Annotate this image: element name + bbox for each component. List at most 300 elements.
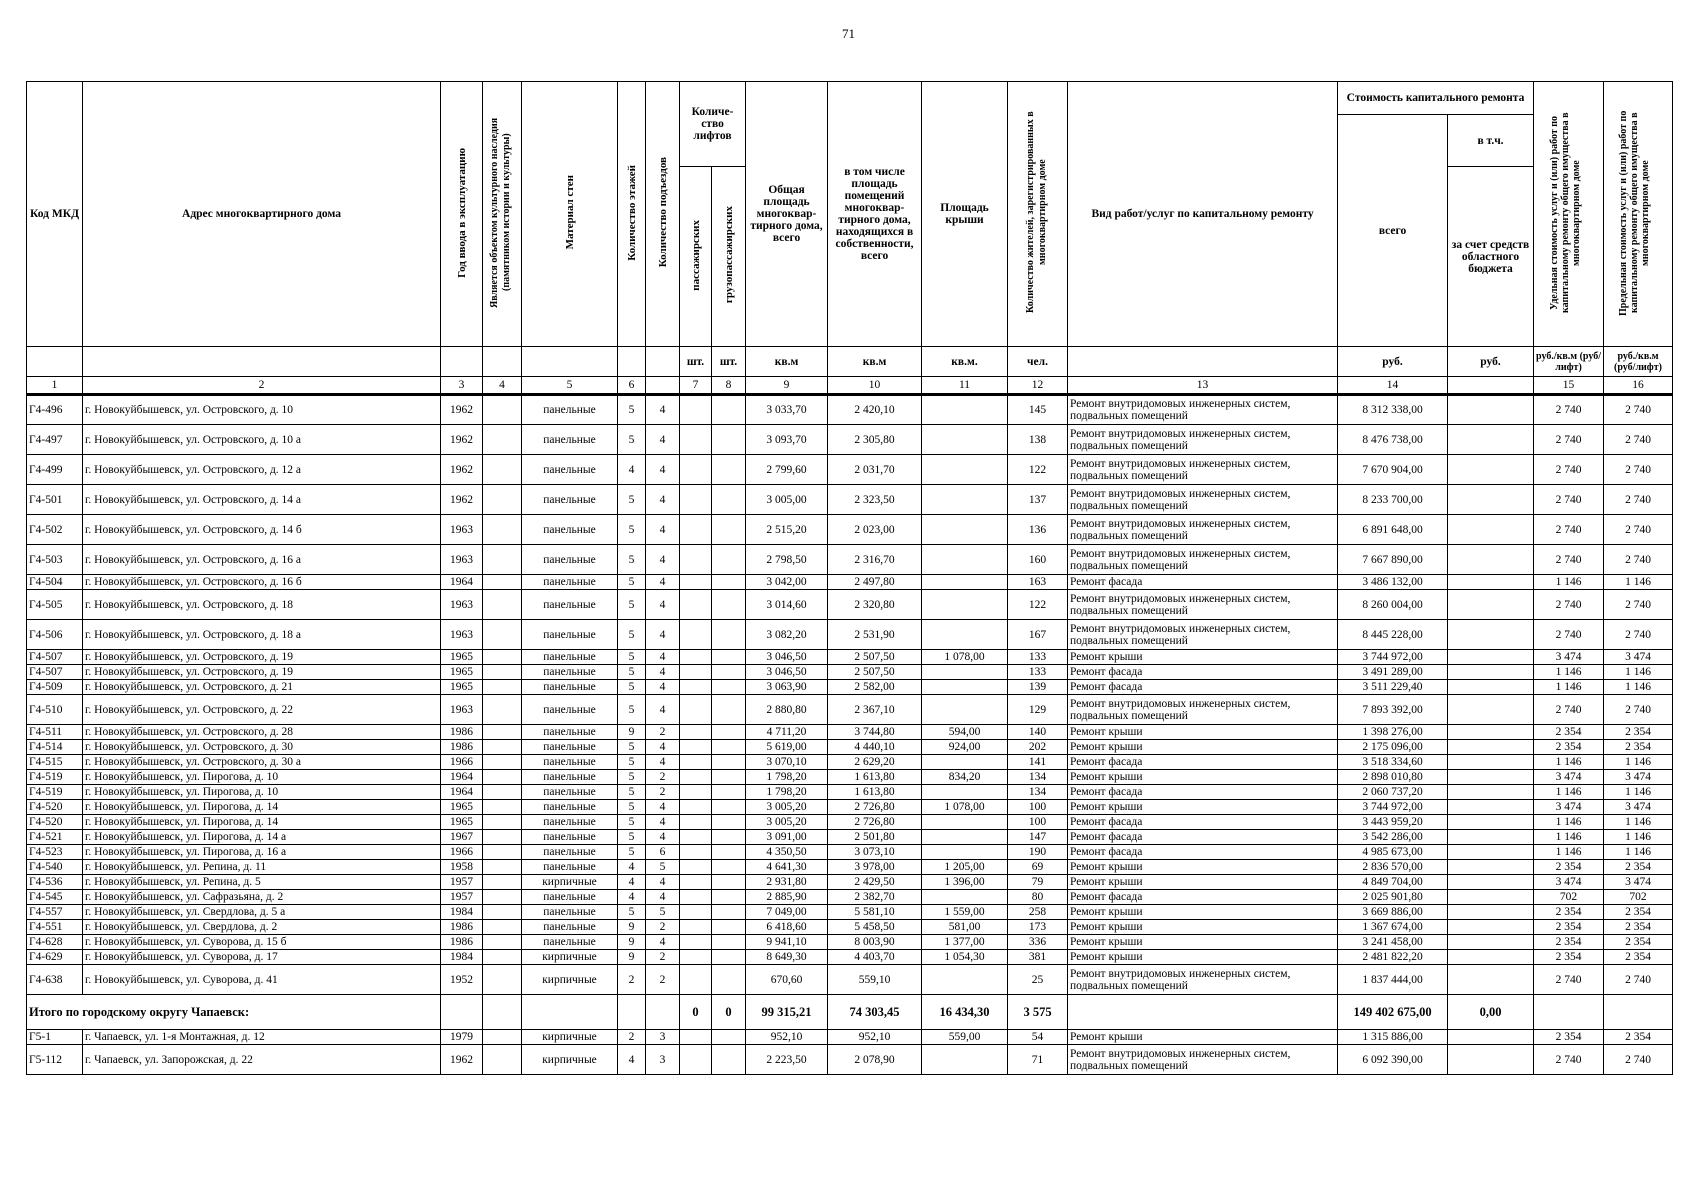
lifts-cargo — [712, 830, 746, 845]
mkd-code: Г5-1 — [27, 1030, 83, 1045]
address: г. Новокуйбышевск, ул. Островского, д. 28 — [83, 725, 441, 740]
work-type: Ремонт крыши — [1068, 860, 1338, 875]
header-residents: Количество жителей, зарегистрированных в многоквартирном доме — [1008, 82, 1068, 347]
residents: 160 — [1008, 545, 1068, 575]
table-row — [27, 590, 1673, 620]
unit-cost: 3 474 — [1534, 770, 1604, 785]
mkd-code: Г4-545 — [27, 890, 83, 905]
column-number: 4 — [483, 377, 522, 395]
work-type: Ремонт внутридомовых инженерных систем, подвальных помещений — [1068, 620, 1338, 650]
lifts-cargo — [712, 575, 746, 590]
unit-cost: 2 740 — [1534, 545, 1604, 575]
cost-total: 2 836 570,00 — [1338, 860, 1448, 875]
address: г. Новокуйбышевск, ул. Суворова, д. 15 б — [83, 935, 441, 950]
lifts-cargo — [712, 890, 746, 905]
heritage — [483, 875, 522, 890]
total-area: 99 315,21 — [746, 995, 828, 1030]
work-type: Ремонт крыши — [1068, 1030, 1338, 1045]
address: г. Новокуйбышевск, ул. Пирогова, д. 14 а — [83, 830, 441, 845]
unit-cost: 2 740 — [1534, 515, 1604, 545]
wall-material: панельные — [522, 800, 618, 815]
address: г. Новокуйбышевск, ул. Островского, д. 10 — [83, 395, 441, 425]
cost-total: 2 025 901,80 — [1338, 890, 1448, 905]
lifts-pass — [680, 515, 712, 545]
wall-material: панельные — [522, 935, 618, 950]
lifts-cargo — [712, 695, 746, 725]
lifts-cargo — [712, 1045, 746, 1075]
address: г. Новокуйбышевск, ул. Островского, д. 21 — [83, 680, 441, 695]
lifts-pass — [680, 395, 712, 425]
roof-area: 1 078,00 — [922, 800, 1008, 815]
unit-cost: 2 740 — [1534, 425, 1604, 455]
total-area: 9 941,10 — [746, 935, 828, 950]
heritage — [483, 950, 522, 965]
mkd-code: Г4-504 — [27, 575, 83, 590]
heritage — [483, 920, 522, 935]
unit-cost: 2 740 — [1534, 620, 1604, 650]
wall-material: кирпичные — [522, 950, 618, 965]
address: г. Новокуйбышевск, ул. Островского, д. 22 — [83, 695, 441, 725]
roof-area — [922, 890, 1008, 905]
owned-area: 2 320,80 — [828, 590, 922, 620]
entrances: 4 — [646, 665, 680, 680]
lifts-cargo — [712, 770, 746, 785]
cost-regional — [1448, 590, 1534, 620]
column-number: 1 — [27, 377, 83, 395]
unit-cost: 2 354 — [1534, 740, 1604, 755]
mkd-code: Г4-497 — [27, 425, 83, 455]
mkd-code: Г4-540 — [27, 860, 83, 875]
lifts-cargo — [712, 1030, 746, 1045]
header-unit-cost: Удельная стоимость услуг и (или) работ по капитальному ремонту общего имущества в многоквартирном доме — [1534, 82, 1604, 347]
cost-total: 3 542 286,00 — [1338, 830, 1448, 845]
max-cost: 2 740 — [1604, 620, 1673, 650]
residents: 147 — [1008, 830, 1068, 845]
total-empty — [522, 995, 618, 1030]
owned-area: 3 744,80 — [828, 725, 922, 740]
address: г. Новокуйбышевск, ул. Пирогова, д. 10 — [83, 770, 441, 785]
owned-area: 2 629,20 — [828, 755, 922, 770]
total-empty — [483, 995, 522, 1030]
heritage — [483, 590, 522, 620]
year: 1963 — [441, 590, 483, 620]
max-cost: 2 354 — [1604, 740, 1673, 755]
mkd-code: Г4-499 — [27, 455, 83, 485]
cost-total: 3 518 334,60 — [1338, 755, 1448, 770]
residents: 163 — [1008, 575, 1068, 590]
total-area: 3 005,20 — [746, 800, 828, 815]
owned-area: 2 726,80 — [828, 800, 922, 815]
unit-cost: 1 146 — [1534, 785, 1604, 800]
wall-material: панельные — [522, 860, 618, 875]
year: 1963 — [441, 620, 483, 650]
unit-cost: 1 146 — [1534, 575, 1604, 590]
unit-cost: 1 146 — [1534, 830, 1604, 845]
residents: 336 — [1008, 935, 1068, 950]
residents: 122 — [1008, 455, 1068, 485]
column-number: 10 — [828, 377, 922, 395]
cost-total: 6 092 390,00 — [1338, 1045, 1448, 1075]
max-cost: 1 146 — [1604, 815, 1673, 830]
wall-material: кирпичные — [522, 875, 618, 890]
floors: 2 — [618, 1030, 646, 1045]
table-body — [27, 395, 1673, 1075]
header-wall: Материал стен — [522, 82, 618, 347]
work-type: Ремонт внутридомовых инженерных систем, подвальных помещений — [1068, 395, 1338, 425]
lifts-cargo — [712, 875, 746, 890]
owned-area: 4 403,70 — [828, 950, 922, 965]
table-row — [27, 425, 1673, 455]
residents: 69 — [1008, 860, 1068, 875]
table-row — [27, 665, 1673, 680]
table-row — [27, 515, 1673, 545]
unit-cost: 2 740 — [1534, 590, 1604, 620]
unit-cost: 2 354 — [1534, 920, 1604, 935]
mkd-code: Г4-519 — [27, 770, 83, 785]
heritage — [483, 680, 522, 695]
total-area: 7 049,00 — [746, 905, 828, 920]
year: 1966 — [441, 845, 483, 860]
residents: 80 — [1008, 890, 1068, 905]
roof-area: 1 396,00 — [922, 875, 1008, 890]
lifts-cargo — [712, 935, 746, 950]
heritage — [483, 845, 522, 860]
unit-sqm: кв.м. — [922, 347, 1008, 377]
wall-material: панельные — [522, 725, 618, 740]
cost-total: 3 744 972,00 — [1338, 800, 1448, 815]
cost-regional — [1448, 830, 1534, 845]
unit-rub-sqm: руб./кв.м (руб/лифт) — [1534, 347, 1604, 377]
lifts-pass — [680, 920, 712, 935]
lifts-pass — [680, 740, 712, 755]
lifts-pass — [680, 665, 712, 680]
table-row — [27, 395, 1673, 425]
cost-total: 1 398 276,00 — [1338, 725, 1448, 740]
cost-total: 8 260 004,00 — [1338, 590, 1448, 620]
max-cost: 1 146 — [1604, 755, 1673, 770]
lifts-pass — [680, 755, 712, 770]
roof-area: 1 078,00 — [922, 650, 1008, 665]
residents: 134 — [1008, 770, 1068, 785]
lifts-pass — [680, 935, 712, 950]
column-number: 3 — [441, 377, 483, 395]
unit-cost: 2 354 — [1534, 905, 1604, 920]
cost-regional — [1448, 425, 1534, 455]
max-cost: 2 740 — [1604, 590, 1673, 620]
floors: 4 — [618, 860, 646, 875]
cost-regional — [1448, 905, 1534, 920]
total-area: 6 418,60 — [746, 920, 828, 935]
cost-regional — [1448, 455, 1534, 485]
total-area: 3 046,50 — [746, 650, 828, 665]
cost-regional — [1448, 770, 1534, 785]
lifts-cargo — [712, 725, 746, 740]
heritage — [483, 785, 522, 800]
unit-cost: 2 740 — [1534, 1045, 1604, 1075]
residents: 190 — [1008, 845, 1068, 860]
lifts-cargo — [712, 515, 746, 545]
total-empty — [646, 995, 680, 1030]
lifts-pass — [680, 890, 712, 905]
lifts-pass — [680, 830, 712, 845]
year: 1967 — [441, 830, 483, 845]
cost-total: 2 060 737,20 — [1338, 785, 1448, 800]
unit-rub: руб. — [1338, 347, 1448, 377]
owned-area: 5 458,50 — [828, 920, 922, 935]
heritage — [483, 395, 522, 425]
entrances: 6 — [646, 845, 680, 860]
floors: 5 — [618, 695, 646, 725]
cost-total: 3 241 458,00 — [1338, 935, 1448, 950]
wall-material: панельные — [522, 620, 618, 650]
lifts-cargo — [712, 785, 746, 800]
floors: 9 — [618, 935, 646, 950]
unit-cost: 2 354 — [1534, 1030, 1604, 1045]
entrances: 4 — [646, 545, 680, 575]
address: г. Новокуйбышевск, ул. Пирогова, д. 16 а — [83, 845, 441, 860]
work-type: Ремонт внутридомовых инженерных систем, подвальных помещений — [1068, 485, 1338, 515]
wall-material: панельные — [522, 695, 618, 725]
year: 1962 — [441, 455, 483, 485]
residents: 100 — [1008, 815, 1068, 830]
unit-pcs: шт. — [680, 347, 712, 377]
owned-area: 5 581,10 — [828, 905, 922, 920]
header-lifts-cargo: грузопассажирских — [712, 167, 746, 347]
roof-area — [922, 665, 1008, 680]
table-row — [27, 455, 1673, 485]
address: г. Новокуйбышевск, ул. Островского, д. 18 а — [83, 620, 441, 650]
owned-area: 8 003,90 — [828, 935, 922, 950]
work-type: Ремонт внутридомовых инженерных систем, подвальных помещений — [1068, 515, 1338, 545]
floors: 4 — [618, 890, 646, 905]
lifts-cargo — [712, 755, 746, 770]
cost-total: 3 491 289,00 — [1338, 665, 1448, 680]
residents: 133 — [1008, 650, 1068, 665]
max-cost: 2 740 — [1604, 1045, 1673, 1075]
wall-material: панельные — [522, 425, 618, 455]
cost-total: 4 985 673,00 — [1338, 845, 1448, 860]
lifts-cargo — [712, 590, 746, 620]
work-type: Ремонт крыши — [1068, 950, 1338, 965]
cost-total: 8 312 338,00 — [1338, 395, 1448, 425]
floors: 5 — [618, 680, 646, 695]
unit-people: чел. — [1008, 347, 1068, 377]
wall-material: панельные — [522, 455, 618, 485]
roof-area: 1 205,00 — [922, 860, 1008, 875]
max-cost: 2 740 — [1604, 545, 1673, 575]
header-work-type: Вид работ/услуг по капитальному ремонту — [1068, 82, 1338, 347]
unit-cost: 2 740 — [1534, 695, 1604, 725]
column-number: 8 — [712, 377, 746, 395]
wall-material: панельные — [522, 920, 618, 935]
cost-regional — [1448, 815, 1534, 830]
cost-regional — [1448, 845, 1534, 860]
entrances: 4 — [646, 650, 680, 665]
cost-total: 7 893 392,00 — [1338, 695, 1448, 725]
cost-total: 1 837 444,00 — [1338, 965, 1448, 995]
table-row — [27, 815, 1673, 830]
floors: 5 — [618, 620, 646, 650]
year: 1984 — [441, 950, 483, 965]
entrances: 2 — [646, 920, 680, 935]
work-type: Ремонт фасада — [1068, 830, 1338, 845]
mkd-code: Г4-502 — [27, 515, 83, 545]
max-cost: 3 474 — [1604, 875, 1673, 890]
work-type: Ремонт крыши — [1068, 905, 1338, 920]
total-lifts-cargo: 0 — [712, 995, 746, 1030]
table-row — [27, 920, 1673, 935]
owned-area: 2 305,80 — [828, 425, 922, 455]
owned-area: 2 497,80 — [828, 575, 922, 590]
floors: 5 — [618, 905, 646, 920]
entrances: 4 — [646, 395, 680, 425]
lifts-pass — [680, 680, 712, 695]
heritage — [483, 1030, 522, 1045]
mkd-code: Г4-514 — [27, 740, 83, 755]
mkd-code: Г4-520 — [27, 800, 83, 815]
total-roof-area: 16 434,30 — [922, 995, 1008, 1030]
cost-total: 8 476 738,00 — [1338, 425, 1448, 455]
total-area: 3 063,90 — [746, 680, 828, 695]
unit-cost: 2 354 — [1534, 860, 1604, 875]
cost-total: 3 511 229,40 — [1338, 680, 1448, 695]
header-owned-area: в том числе площадь помещений многоквар-тирного дома, находящихся в собственности, всего — [828, 82, 922, 347]
year: 1962 — [441, 485, 483, 515]
cost-total: 3 443 959,20 — [1338, 815, 1448, 830]
work-type: Ремонт крыши — [1068, 770, 1338, 785]
roof-area: 559,00 — [922, 1030, 1008, 1045]
entrances: 4 — [646, 590, 680, 620]
entrances: 4 — [646, 830, 680, 845]
work-type: Ремонт внутридомовых инженерных систем, подвальных помещений — [1068, 545, 1338, 575]
cost-total: 2 175 096,00 — [1338, 740, 1448, 755]
heritage — [483, 665, 522, 680]
year: 1957 — [441, 890, 483, 905]
unit-cost: 2 740 — [1534, 485, 1604, 515]
address: г. Новокуйбышевск, ул. Островского, д. 19 — [83, 665, 441, 680]
total-area: 1 798,20 — [746, 770, 828, 785]
max-cost: 1 146 — [1604, 680, 1673, 695]
owned-area: 2 367,10 — [828, 695, 922, 725]
unit-sqm: кв.м — [746, 347, 828, 377]
cost-regional — [1448, 650, 1534, 665]
owned-area: 2 726,80 — [828, 815, 922, 830]
address: г. Новокуйбышевск, ул. Свердлова, д. 2 — [83, 920, 441, 935]
total-area: 952,10 — [746, 1030, 828, 1045]
lifts-cargo — [712, 620, 746, 650]
roof-area — [922, 680, 1008, 695]
table-row — [27, 545, 1673, 575]
wall-material: панельные — [522, 905, 618, 920]
lifts-pass — [680, 905, 712, 920]
total-empty — [1604, 995, 1673, 1030]
owned-area: 559,10 — [828, 965, 922, 995]
lifts-pass — [680, 725, 712, 740]
header-floors: Количество этажей — [618, 82, 646, 347]
floors: 5 — [618, 515, 646, 545]
total-empty — [1068, 995, 1338, 1030]
max-cost: 2 354 — [1604, 725, 1673, 740]
floors: 5 — [618, 830, 646, 845]
floors: 9 — [618, 950, 646, 965]
roof-area — [922, 1045, 1008, 1075]
residents: 139 — [1008, 680, 1068, 695]
residents: 122 — [1008, 590, 1068, 620]
header-lifts-pass: пассажирских — [680, 167, 712, 347]
total-label: Итого по городскому округу Чапаевск: — [27, 995, 441, 1030]
address: г. Новокуйбышевск, ул. Островского, д. 30 — [83, 740, 441, 755]
floors: 4 — [618, 455, 646, 485]
total-area: 5 619,00 — [746, 740, 828, 755]
heritage — [483, 935, 522, 950]
year: 1957 — [441, 875, 483, 890]
total-regional: 0,00 — [1448, 995, 1534, 1030]
residents: 173 — [1008, 920, 1068, 935]
table-row — [27, 650, 1673, 665]
residents: 138 — [1008, 425, 1068, 455]
work-type: Ремонт внутридомовых инженерных систем, подвальных помещений — [1068, 965, 1338, 995]
table-row — [27, 770, 1673, 785]
lifts-cargo — [712, 740, 746, 755]
floors: 5 — [618, 425, 646, 455]
roof-area — [922, 590, 1008, 620]
owned-area: 2 429,50 — [828, 875, 922, 890]
address: г. Новокуйбышевск, ул. Пирогова, д. 14 — [83, 800, 441, 815]
mkd-code: Г4-515 — [27, 755, 83, 770]
cost-regional — [1448, 800, 1534, 815]
mkd-code: Г4-628 — [27, 935, 83, 950]
unit-cost: 1 146 — [1534, 815, 1604, 830]
residents: 79 — [1008, 875, 1068, 890]
unit-cost: 3 474 — [1534, 650, 1604, 665]
unit-cost: 2 740 — [1534, 395, 1604, 425]
cost-regional — [1448, 665, 1534, 680]
total-empty — [1534, 995, 1604, 1030]
max-cost: 2 740 — [1604, 515, 1673, 545]
year: 1958 — [441, 860, 483, 875]
roof-area — [922, 545, 1008, 575]
owned-area: 2 316,70 — [828, 545, 922, 575]
total-area: 2 885,90 — [746, 890, 828, 905]
wall-material: панельные — [522, 575, 618, 590]
heritage — [483, 890, 522, 905]
total-area: 670,60 — [746, 965, 828, 995]
residents: 381 — [1008, 950, 1068, 965]
cost-regional — [1448, 575, 1534, 590]
header-total-area: Общая площадь многоквар-тирного дома, всего — [746, 82, 828, 347]
floors: 5 — [618, 755, 646, 770]
units-row — [27, 347, 1673, 377]
table-row — [27, 845, 1673, 860]
work-type: Ремонт крыши — [1068, 920, 1338, 935]
address: г. Новокуйбышевск, ул. Островского, д. 14 а — [83, 485, 441, 515]
column-number: 13 — [1068, 377, 1338, 395]
roof-area: 1 377,00 — [922, 935, 1008, 950]
address: г. Новокуйбышевск, ул. Пирогова, д. 10 — [83, 785, 441, 800]
address: г. Новокуйбышевск, ул. Суворова, д. 17 — [83, 950, 441, 965]
work-type: Ремонт внутридомовых инженерных систем, подвальных помещений — [1068, 590, 1338, 620]
unit-cost: 2 740 — [1534, 455, 1604, 485]
wall-material: панельные — [522, 785, 618, 800]
total-area: 3 046,50 — [746, 665, 828, 680]
total-empty — [618, 995, 646, 1030]
mkd-code: Г4-551 — [27, 920, 83, 935]
residents: 71 — [1008, 1045, 1068, 1075]
wall-material: кирпичные — [522, 965, 618, 995]
total-empty — [441, 995, 483, 1030]
year: 1952 — [441, 965, 483, 995]
lifts-cargo — [712, 485, 746, 515]
